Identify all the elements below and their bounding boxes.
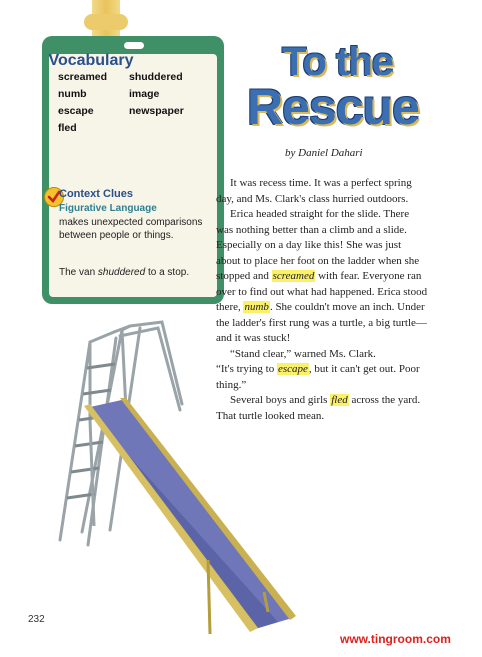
text-run: with fear. Everyone ran over to find out what had happened. Erica stood there, — [216, 270, 428, 313]
card-hole — [124, 42, 144, 49]
story-title-line-1: To the — [282, 40, 394, 84]
vocab-word: screamed — [58, 71, 108, 83]
context-clues-description: makes unexpected comparisons between people or things. — [59, 217, 203, 241]
paragraph: It was recess time. It was a perfect spring day, and Ms. Clark's class hurried outdoors. — [216, 177, 412, 205]
watermark-text: www.tingroom.com — [340, 632, 451, 646]
example-text: to a stop. — [145, 267, 190, 278]
example-text: The van — [59, 267, 98, 278]
text-run: across the yard. That turtle looked mean. — [216, 394, 421, 422]
text-run: . She couldn't move an inch. Under the ladder's first rung was a turtle, a big turtle—and it was stuck! — [216, 301, 427, 344]
paragraph: “Stand clear,” warned Ms. Clark. — [230, 347, 376, 360]
vocab-word: fled — [58, 122, 77, 134]
highlighted-vocab-word: screamed — [272, 270, 315, 282]
byline: by Daniel Dahari — [285, 147, 363, 159]
example-word: shuddered — [97, 267, 146, 278]
text-run: “It's trying to — [216, 363, 277, 375]
context-clues-example — [59, 266, 219, 279]
vocabulary-heading: Vocabulary — [48, 52, 134, 69]
highlighted-vocab-word: escape — [277, 363, 308, 375]
context-clues-subheading: Figurative Language — [59, 203, 157, 214]
highlighted-vocab-word: fled — [331, 394, 348, 406]
story-title-line-2: Rescue — [247, 79, 419, 135]
text-run: , but it can't get out. Poor thing.” — [216, 363, 420, 391]
vocab-word: image — [129, 88, 160, 100]
page-number: 232 — [28, 614, 45, 625]
ribbon-knot — [84, 14, 128, 30]
text-run: Several boys and girls — [230, 394, 331, 406]
vocab-word: escape — [58, 105, 94, 117]
context-clues-heading: Context Clues — [59, 188, 133, 200]
text-run: Erica headed straight for the slide. There was nothing better than a climb and a slide. Especially on a day like this! She was just about to place her foot on the ladder when she stopped and — [216, 208, 420, 282]
vocab-word: numb — [58, 88, 87, 100]
highlighted-vocab-word: numb — [244, 301, 269, 313]
vocab-word: shuddered — [129, 71, 183, 83]
vocab-word: newspaper — [129, 105, 184, 117]
playground-slide-illustration — [30, 300, 350, 645]
